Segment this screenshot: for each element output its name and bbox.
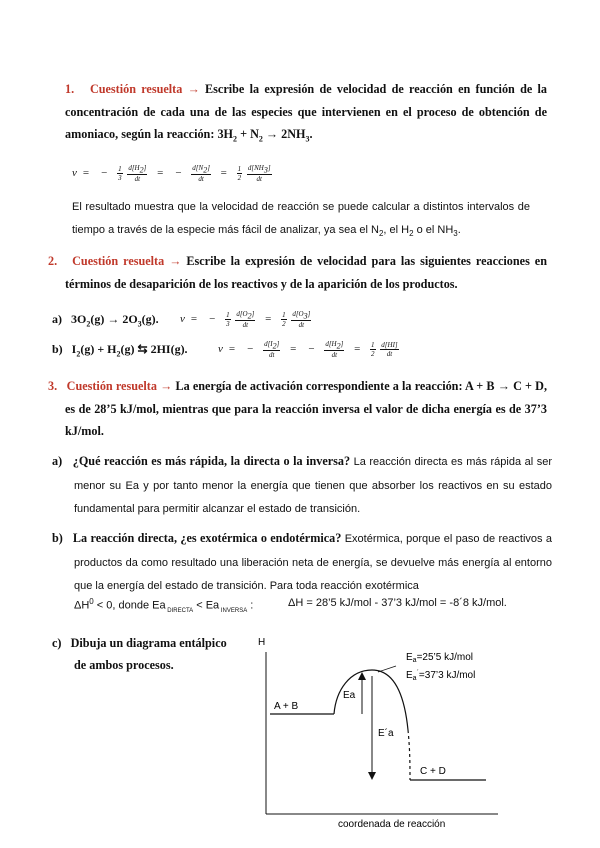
q3-number: 3. xyxy=(48,379,58,393)
x-axis-label: coordenada de reacción xyxy=(338,819,446,830)
q3-b-condition: $\Delta H^0 < 0$, donde Ea $_{DIRECTA}$ < Ea $_{INVERSA}$ : xyxy=(74,597,254,614)
q1-text: Escribe la expresión de velocidad de reacción en función de la concentración de cada una de las especies que intervienen en el proceso de obtención de amoniaco, según la reacción: $3H_2 + N_2 \to 2NH_3$. xyxy=(65,82,548,144)
ea-label: Ea xyxy=(343,690,356,701)
q3-b-question: La reacción directa, ¿es exotérmica o endotérmica? xyxy=(72,531,342,545)
q2-item-b: b) $I_2(g) + H_2(g)$ ⇆ 2HI(g). xyxy=(52,342,188,359)
legend-arrow xyxy=(378,666,396,672)
q3-c-question-line-1: Dibuja un diagrama entálpico xyxy=(70,636,227,650)
y-axis-label: H xyxy=(258,637,266,648)
q3-b-answer: Exotérmica, porque el paso de reactivos a productos da como resultado una liberación neta de energía, se devuelve más energía al entorno que la energía del estado de transición. Para toda reacción exotérmica xyxy=(74,533,552,592)
q3-label: Cuestión resuelta → xyxy=(66,379,173,393)
q2-b-rate-equation: v = − $\frac{d[I_2]}{dt}$ = − $\frac{d[H_2]}{dt}$ = $\frac{1}{2}$ $\frac{d[HI]}{dt}$ xyxy=(218,340,398,360)
q2-item-a: a) $3O_2(g) \to 2O_3(g)$. xyxy=(52,312,159,329)
q2-number: 2. xyxy=(48,254,58,268)
q1-result: El resultado muestra que la velocidad de reacción se puede calcular a distintos intervalos de tiempo a través de la especie más fácil de analizar, ya sea el $N_2$, el $H_2$ o el $NH_3$. xyxy=(72,201,530,238)
q3-item-a: a) ¿Qué reacción es más rápida, la directa o la inversa? La reacción directa es más rápida al ser menor su Ea y por tanto menor la energía que tienen que absorber los reactivos en su estado fundamental para permitir alcanzar el estado de transición. xyxy=(52,454,552,515)
products-label: C + D xyxy=(420,766,446,777)
ea-prime-label: E´a xyxy=(378,728,394,739)
q2-text: Escribe la expresión de velocidad para las siguientes reacciones en términos de desaparición de los reactivos y de la aparición de los productos. xyxy=(65,254,547,291)
q3-a-question: ¿Qué reacción es más rápida, la directa o la inversa? xyxy=(72,454,351,468)
energy-curve-dashed xyxy=(408,730,410,780)
q3-b-calculation: ΔH = 28’5 kJ/mol - 37’3 kJ/mol = -8´8 kJ/mol. xyxy=(288,597,507,609)
q3-item-c: c) Dibuja un diagrama entálpico de ambos procesos. xyxy=(52,636,227,672)
q2-label: Cuestión resuelta → xyxy=(72,254,182,268)
q1-label: Cuestión resuelta → xyxy=(89,82,200,96)
legend-ea: $E_a=25’5$ kJ/mol xyxy=(406,652,473,664)
q1-number: 1. xyxy=(65,82,75,96)
reactants-label: A + B xyxy=(274,701,299,712)
q3-a-answer: La reacción directa es más rápida al ser menor su Ea y por tanto menor la energía que tienen que absorber los reactivos en su estado fundamental para permitir alcanzar el estado de transición. xyxy=(74,456,552,515)
q3-text: La energía de activación correspondiente a la reacción: A + B → C + D, es de 28’5 kJ/mol, mientras que para la reacción inversa el valor de dicha energía es de 37’3 kJ/mol. xyxy=(65,379,547,438)
legend-ea-prime: $E_a^´=37’3$ kJ/mol xyxy=(406,670,476,682)
q1-rate-equation: v = − $\frac{1}{3}$ $\frac{d[H_2]}{dt}$ = − $\frac{d[N_2]}{dt}$ = $\frac{1}{2}$ $\frac{d[NH_3]}{dt}$ xyxy=(72,164,271,184)
q2-a-rate-equation: v = − $\frac{1}{3}$ $\frac{d[O_2]}{dt}$ = $\frac{1}{2}$ $\frac{d[O_3]}{dt}$ xyxy=(180,310,311,330)
q3-item-b: b) La reacción directa, ¿es exotérmica o endotérmica? Exotérmica, porque el paso de reactivos a productos da como resultado una liberación neta de energía, se devuelve más energía al entorno que la energía del estado de transición. Para toda reacción exotérmica xyxy=(52,531,552,592)
q3-c-question-line-2: de ambos procesos. xyxy=(74,658,174,672)
